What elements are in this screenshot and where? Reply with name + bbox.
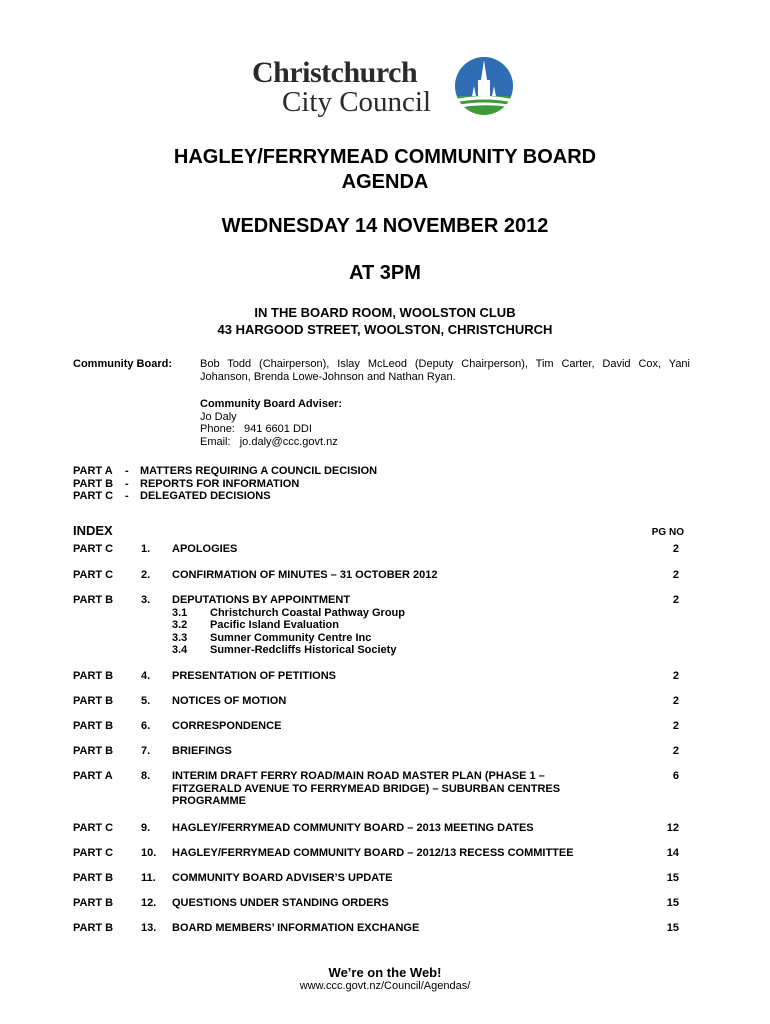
item-page: 12 bbox=[666, 822, 679, 834]
logo-line-1: Christchurch bbox=[252, 56, 418, 89]
item-title: QUESTIONS UNDER STANDING ORDERS bbox=[172, 897, 389, 909]
venue: IN THE BOARD ROOM, WOOLSTON CLUB bbox=[254, 305, 516, 320]
sub-item-title: Sumner-Redcliffs Historical Society bbox=[210, 644, 397, 656]
item-number: 12. bbox=[141, 897, 157, 909]
logo-line-2: City Council bbox=[282, 86, 432, 118]
council-logo bbox=[252, 56, 522, 120]
adviser-email: Email: jo.daly@ccc.govt.nz bbox=[200, 435, 338, 448]
meeting-time: AT 3PM bbox=[349, 262, 421, 284]
part-legend-row bbox=[73, 465, 377, 478]
item-title: HAGLEY/FERRYMEAD COMMUNITY BOARD – 2012/13 RECESS COMMITTEE bbox=[172, 847, 574, 859]
sub-item bbox=[172, 619, 602, 632]
item-number: 10. bbox=[141, 847, 157, 859]
item-number: 6. bbox=[141, 720, 151, 732]
board-name: HAGLEY/FERRYMEAD COMMUNITY BOARD bbox=[173, 146, 597, 168]
community-board-members: Bob Todd (Chairperson), Islay McLeod (Deputy Chairperson), Tim Carter, David Cox, Yani Johanson, Brenda Lowe-Johnson and Nathan Ryan. bbox=[200, 358, 690, 383]
part-code: PART B bbox=[73, 477, 114, 490]
item-part: PART C bbox=[73, 569, 114, 581]
item-title: BRIEFINGS bbox=[172, 745, 232, 757]
item-title: DEPUTATIONS BY APPOINTMENT bbox=[172, 594, 351, 606]
item-page: 2 bbox=[672, 543, 679, 555]
item-page: 2 bbox=[672, 569, 679, 581]
item-number: 4. bbox=[141, 670, 151, 682]
footer-tagline: We’re on the Web! bbox=[328, 965, 442, 980]
agenda-title bbox=[0, 145, 770, 195]
part-code: PART C bbox=[73, 490, 114, 502]
item-part: PART B bbox=[73, 897, 114, 909]
adviser-name: Jo Daly bbox=[200, 410, 237, 423]
adviser-heading: Community Board Adviser: bbox=[200, 398, 343, 410]
part-desc: MATTERS REQUIRING A COUNCIL DECISION bbox=[140, 465, 378, 477]
item-page: 2 bbox=[672, 695, 679, 707]
meeting-location bbox=[0, 304, 770, 338]
item-part: PART C bbox=[73, 847, 114, 859]
part-sep: - bbox=[125, 465, 129, 477]
item-number: 1. bbox=[141, 543, 151, 555]
part-code: PART A bbox=[73, 465, 113, 477]
doc-type: AGENDA bbox=[341, 171, 429, 193]
adviser-phone: Phone: 941 6601 DDI bbox=[200, 423, 312, 435]
item-title: CONFIRMATION OF MINUTES – 31 OCTOBER 2012 bbox=[172, 569, 438, 581]
item-part: PART B bbox=[73, 670, 114, 682]
item-number: 11. bbox=[141, 872, 156, 884]
item-title: CORRESPONDENCE bbox=[172, 720, 282, 732]
item-title: PRESENTATION OF PETITIONS bbox=[172, 670, 336, 682]
index-heading: INDEX bbox=[73, 523, 113, 538]
item-page: 2 bbox=[672, 594, 679, 606]
item-number: 3. bbox=[141, 594, 151, 606]
cathedral-spire-icon bbox=[452, 56, 516, 116]
item-title: APOLOGIES bbox=[172, 543, 238, 555]
sub-item-number: 3.1 bbox=[172, 606, 188, 619]
item-title: NOTICES OF MOTION bbox=[172, 695, 287, 707]
part-sep: - bbox=[125, 490, 129, 502]
item-part: PART B bbox=[73, 720, 114, 732]
item-title: COMMUNITY BOARD ADVISER’S UPDATE bbox=[172, 872, 393, 884]
community-board-label: Community Board: bbox=[73, 358, 172, 370]
sub-item-title: Christchurch Coastal Pathway Group bbox=[210, 606, 405, 619]
item-part: PART C bbox=[73, 822, 114, 834]
sub-item-number: 3.2 bbox=[172, 619, 188, 631]
item-page: 6 bbox=[672, 770, 679, 782]
adviser-block bbox=[200, 398, 342, 448]
part-legend-row bbox=[73, 490, 377, 503]
sub-item-title: Pacific Island Evaluation bbox=[210, 619, 339, 631]
part-legend-row bbox=[73, 478, 377, 491]
item-page: 2 bbox=[672, 670, 679, 682]
sub-item-number: 3.4 bbox=[172, 644, 188, 656]
parts-legend bbox=[73, 465, 377, 503]
item-page: 15 bbox=[666, 897, 679, 909]
item-number: 7. bbox=[141, 745, 151, 757]
part-sep: - bbox=[125, 477, 129, 490]
item-part: PART B bbox=[73, 695, 114, 707]
item-title: HAGLEY/FERRYMEAD COMMUNITY BOARD – 2013 MEETING DATES bbox=[172, 822, 534, 834]
sub-item bbox=[172, 632, 602, 645]
item-part: PART B bbox=[73, 922, 114, 934]
item-page: 15 bbox=[666, 922, 679, 934]
item-part: PART B bbox=[73, 745, 114, 757]
item-number: 9. bbox=[141, 822, 151, 834]
item-title: INTERIM DRAFT FERRY ROAD/MAIN ROAD MASTER PLAN (PHASE 1 – FITZGERALD AVENUE TO FERRYMEAD BRIDGE) – SUBURBAN CENTRES PROGRAMME bbox=[172, 770, 561, 807]
item-number: 2. bbox=[141, 569, 151, 581]
item-number: 5. bbox=[141, 695, 151, 707]
item-page: 2 bbox=[672, 720, 679, 732]
item-page: 2 bbox=[672, 745, 679, 757]
item-number: 13. bbox=[141, 922, 157, 934]
item-number: 8. bbox=[141, 770, 151, 782]
part-desc: REPORTS FOR INFORMATION bbox=[140, 477, 300, 490]
item-title-block bbox=[172, 594, 602, 657]
footer-url[interactable]: www.ccc.govt.nz/Council/Agendas/ bbox=[299, 980, 471, 992]
sub-item-title: Sumner Community Centre Inc bbox=[210, 631, 372, 644]
item-part: PART A bbox=[73, 770, 113, 782]
item-part: PART B bbox=[73, 594, 114, 606]
part-desc: DELEGATED DECISIONS bbox=[140, 490, 271, 502]
meeting-date: WEDNESDAY 14 NOVEMBER 2012 bbox=[221, 215, 549, 237]
item-part: PART B bbox=[73, 872, 114, 884]
item-page: 14 bbox=[666, 847, 679, 859]
sub-item-number: 3.3 bbox=[172, 631, 188, 644]
item-page: 15 bbox=[666, 872, 679, 884]
item-part: PART C bbox=[73, 543, 114, 555]
sub-item bbox=[172, 644, 602, 657]
sub-item bbox=[172, 607, 602, 620]
page-number-heading: PG NO bbox=[651, 527, 684, 538]
item-title: BOARD MEMBERS’ INFORMATION EXCHANGE bbox=[172, 922, 420, 934]
address: 43 HARGOOD STREET, WOOLSTON, CHRISTCHURCH bbox=[217, 322, 553, 337]
